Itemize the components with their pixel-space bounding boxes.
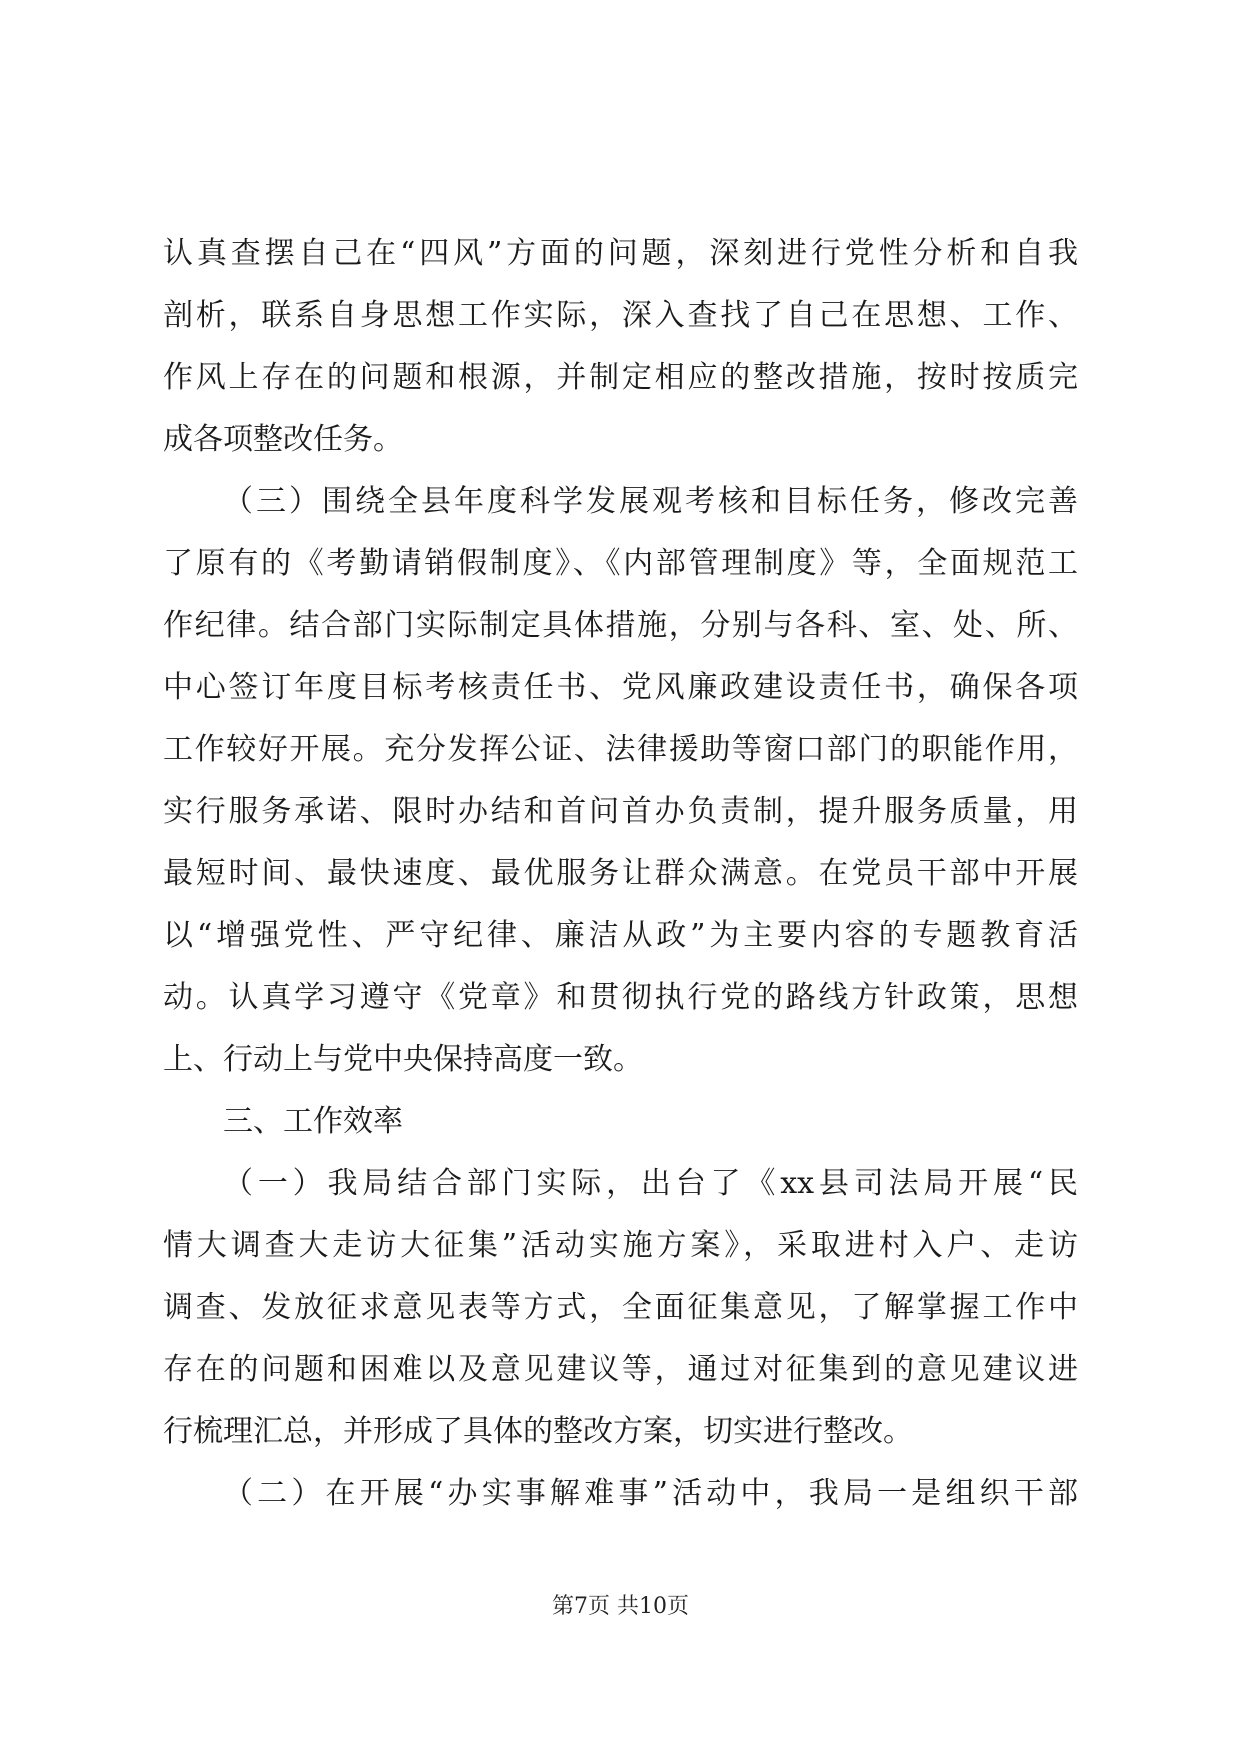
text-line: 中心签订年度目标考核责任书、党风廉政建设责任书，确保各项 <box>163 670 1078 705</box>
paragraph <box>163 1463 1078 1525</box>
paragraph <box>163 1153 1078 1463</box>
paragraph <box>163 223 1078 471</box>
text-line: 作风上存在的问题和根源，并制定相应的整改措施，按时按质完 <box>163 360 1078 395</box>
text-line: 调查、发放征求意见表等方式，全面征集意见，了解掌握工作中 <box>163 1290 1078 1325</box>
text-line: 认真查摆自己在“四风”方面的问题，深刻进行党性分析和自我 <box>163 236 1078 271</box>
text-line: （一）我局结合部门实际，出台了《xx县司法局开展“民 <box>223 1166 1078 1201</box>
text-line: 上、行动上与党中央保持高度一致。 <box>163 1042 643 1077</box>
document-body <box>163 223 1078 1525</box>
section-heading <box>163 1091 1078 1153</box>
text-line: 成各项整改任务。 <box>163 422 403 457</box>
text-line: 以“增强党性、严守纪律、廉洁从政”为主要内容的专题教育活 <box>163 918 1078 953</box>
page-number-footer: 第7页 共10页 <box>552 1594 689 1619</box>
text-line: 剖析，联系自身思想工作实际，深入查找了自己在思想、工作、 <box>163 298 1078 333</box>
text-line: 存在的问题和困难以及意见建议等，通过对征集到的意见建议进 <box>163 1352 1078 1387</box>
text-line: 了原有的《考勤请销假制度》、《内部管理制度》等，全面规范工 <box>163 546 1078 581</box>
text-line: （三）围绕全县年度科学发展观考核和目标任务，修改完善 <box>223 484 1078 519</box>
text-line: 情大调查大走访大征集”活动实施方案》，采取进村入户、走访 <box>163 1228 1078 1263</box>
text-line: 行梳理汇总，并形成了具体的整改方案，切实进行整改。 <box>163 1414 913 1449</box>
text-line: （二）在开展“办实事解难事”活动中，我局一是组织干部 <box>223 1476 1078 1511</box>
text-line: 作纪律。结合部门实际制定具体措施，分别与各科、室、处、所、 <box>163 608 1078 643</box>
paragraph <box>163 471 1078 1091</box>
text-line: 三、工作效率 <box>223 1104 403 1139</box>
text-line: 最短时间、最快速度、最优服务让群众满意。在党员干部中开展 <box>163 856 1078 891</box>
text-line: 实行服务承诺、限时办结和首问首办负责制，提升服务质量，用 <box>163 794 1078 829</box>
text-line: 工作较好开展。充分发挥公证、法律援助等窗口部门的职能作用， <box>163 732 1078 767</box>
text-line: 动。认真学习遵守《党章》和贯彻执行党的路线方针政策，思想 <box>163 980 1078 1015</box>
